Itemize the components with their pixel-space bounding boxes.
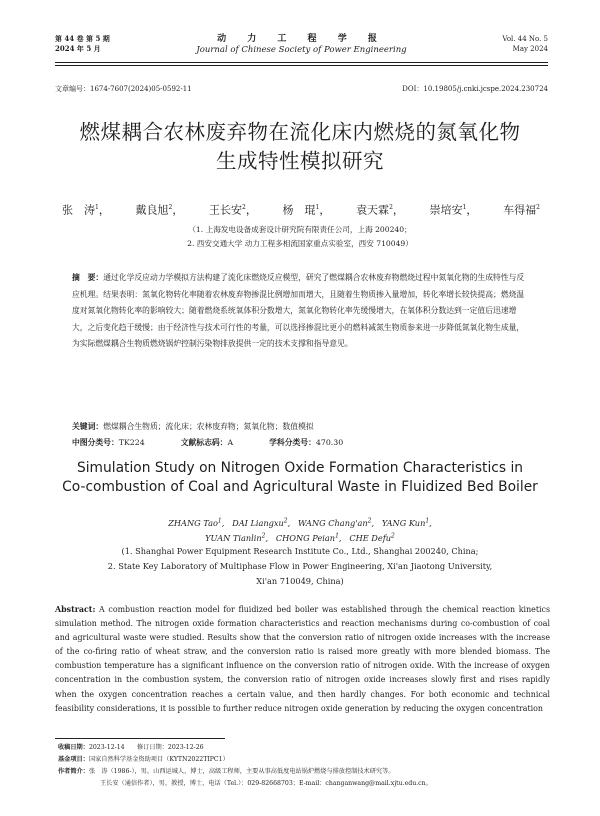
author-en: YUAN Tianlin$^2$, <box>205 532 274 543</box>
footnote-corresponding-author: 王长安（通信作者），男，教授，博士，电话（Tel.）：029-82668703；E-mail：changanwang@mail.xjtu.edu.cn。 <box>100 780 432 787</box>
journal-name-cn: 动 力 工 程 学 报 <box>217 34 386 44</box>
author-en: DAI Liangxu$^2$, <box>232 517 296 528</box>
author-cn: 崇培安$^1$， <box>429 203 478 217</box>
footnote-rule <box>55 738 225 739</box>
affiliation-cn-2: 2. 西安交通大学 动力工程多相流国家重点实验室，西安 710049） <box>187 239 413 248</box>
header-rule-top <box>55 62 548 63</box>
title-en-line-1: Simulation Study on Nitrogen Oxide Formation Characteristics in <box>76 460 524 476</box>
author-en: CHE Defu$^2$ <box>349 532 395 543</box>
affiliation-en-3: Xi'an 710049, China) <box>256 576 344 586</box>
title-en <box>30 459 570 497</box>
title-cn-line-2: 生成特性模拟研究 <box>216 149 384 173</box>
author-en: WANG $Chang'an^2$, <box>298 517 380 528</box>
author-en: CHONG Peian$^1$, <box>275 532 347 543</box>
classification-cn <box>72 437 530 449</box>
keywords-cn-label: 关键词： <box>72 422 104 431</box>
title-cn-line-1: 燃煤耦合农林废弃物在流化床内燃烧的氮氧化物 <box>79 120 521 144</box>
title-en-line-2: Co-combustion of Coal and Agricultural Waste in Fluidized Bed Boiler <box>62 479 538 495</box>
article-number: 文章编号：1674-7607(2024)05-0592-11 <box>55 85 192 93</box>
abstract-cn-text: 通过化学反应动力学模拟方法构建了流化床燃烧反应模型，研究了燃煤耦合农林废弃物燃烧过程中氮氧化物的生成特性与反应机理。结果表明：氮氧化物转化率随着农林废弃物掺混比例增加而增大，且随着生物质掺入量增加，转化率增长较快提高；燃烧温度对氮氧化物转化率的影响较大；随着燃烧系统氧体积分数增大，氮氧化物转化率先缓慢增大，在氧体积分数达到一定值后迅速增大，之后变化趋于缓慢；由于经济性与技术可行性的考量，可以选择掺混比更小的燃料减氮生物质参来进一步降低氮氧化物生成量，为实际燃煤耦合生物质燃烧锅炉控制污染物排放提供一定的技术支撑和指导意见。 <box>72 273 525 348</box>
abstract-en-text: A combustion reaction model for fluidized bed boiler was established through the chemical reaction kinetics simulation method. The nitrogen oxide formation characteristics and reaction mechanisms during co-combustion of coal and agricultural waste were studied. Results show that the conversion ratio of nitrogen oxide increases with the increase of the co-firing ratio of wheat straw, and the conversion ratio is raised more greatly with more blended biomass. The combustion temperature has a significant influence on the conversion ratio of nitrogen oxide. With the increase of oxygen concentration in the combustion system, the conversion ratio of nitrogen oxide increases slowly first and rises rapidly when the oxygen concentration reaches a certain value, and then hardly changes. For both economic and technical feasibility considerations, it is possible to further reduce nitrogen oxide generation by reducing the oxygen concentration <box>55 605 550 713</box>
date-en: May 2024 <box>512 45 548 53</box>
footnote-received: 收稿日期：2023-12-14 修订日期：2023-12-26 <box>58 744 204 751</box>
subject-code: 学科分类号：470.30 <box>269 438 344 447</box>
header-volume-en <box>502 34 548 54</box>
author-en: YANG Kun$^1$, <box>381 517 432 528</box>
footnote-funding: 基金项目：国家自然科学基金资助项目（KYTN2022TIPC1） <box>58 756 229 763</box>
authors-en-line-2 <box>0 530 600 544</box>
running-header <box>55 34 548 60</box>
journal-name-en: Journal of Chinese Society of Power Engineering <box>196 45 407 55</box>
author-cn: 王长安$^2$， <box>209 203 257 217</box>
abstract-cn <box>72 270 530 353</box>
author-cn: 袁天霖$^2$， <box>356 203 404 217</box>
article-meta <box>55 84 548 94</box>
affiliation-en-2: 2. State Key Laboratory of Multiphase Flow in Power Engineering, Xi'an Jiaotong University, <box>107 561 493 571</box>
authors-cn <box>62 201 540 218</box>
volume-en: Vol. 44 No. 5 <box>502 35 548 43</box>
keywords-cn <box>72 421 530 433</box>
author-cn: 张 涛$^1$， <box>62 203 110 217</box>
affiliation-en-1: (1. Shanghai Power Equipment Research Institute Co., Ltd., Shanghai 200240, China; <box>121 546 479 556</box>
header-rule-bottom <box>55 65 548 66</box>
volume-cn: 第 44 卷 第 5 期 <box>55 34 110 43</box>
date-cn: 2024 年 5 月 <box>55 44 101 53</box>
keywords-cn-text: 燃煤耦合生物质；流化床；农林废弃物；氮氧化物；数值模拟 <box>103 422 314 431</box>
affiliation-cn-1: （1. 上海发电设备成套设计研究院有限责任公司，上海 200240； <box>188 225 412 234</box>
author-cn: 车得福$^2$ <box>503 203 540 217</box>
abstract-cn-label: 摘 要： <box>72 273 104 282</box>
author-en: ZHANG Tao$^1$, <box>168 517 230 528</box>
author-cn: 戴良旭$^2$， <box>135 203 184 217</box>
clc-number: 中图分类号：TK224 <box>72 438 145 447</box>
author-cn: 杨 琨$^1$， <box>282 203 331 217</box>
footnote-author-bio: 作者简介：张 涛（1986-），男，山西运城人，博士，高级工程师，主要从事高低度电站锅炉燃烧与排放控制技术研究等。 <box>58 768 395 775</box>
abstract-en <box>55 603 550 716</box>
abstract-en-label: Abstract: <box>55 605 96 614</box>
doi: DOI：10.19805/j.cnki.jcspe.2024.230724 <box>402 85 548 93</box>
authors-en-line-1 <box>0 515 600 529</box>
header-journal <box>55 34 548 56</box>
document-code: 文献标志码：A <box>180 438 234 447</box>
title-cn <box>40 118 560 176</box>
